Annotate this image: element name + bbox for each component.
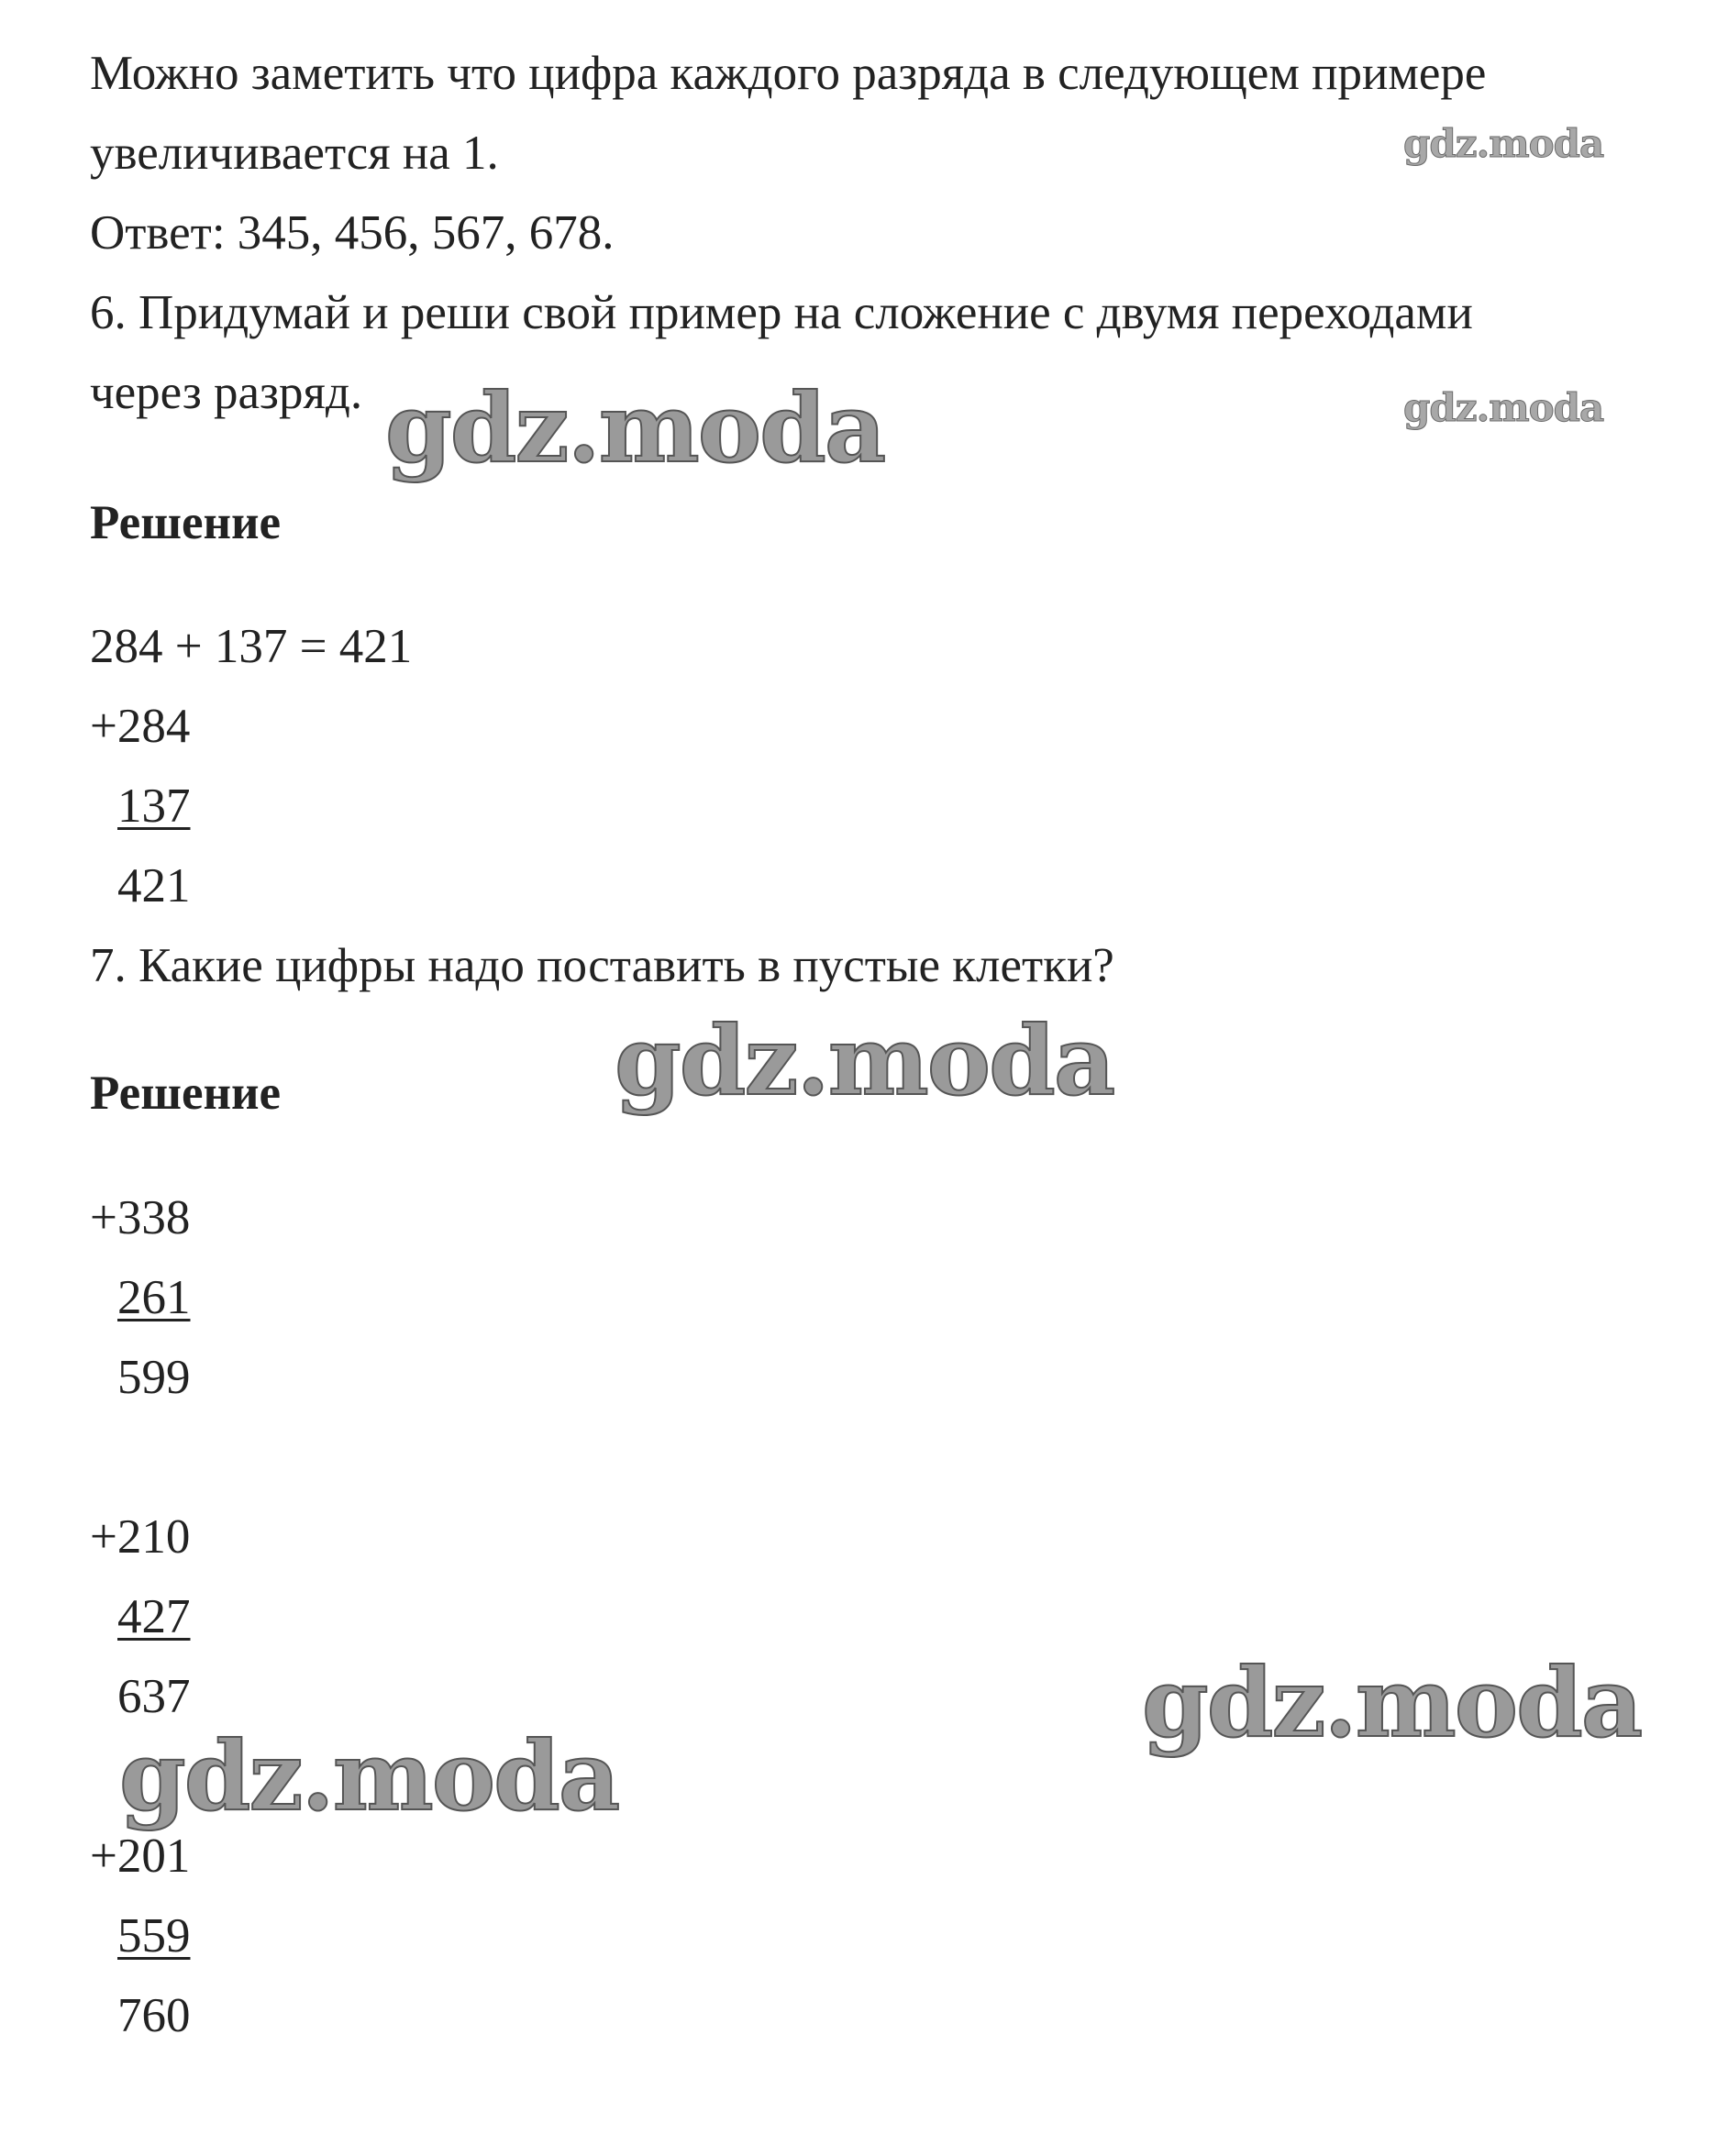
addend-2: 427 xyxy=(117,1590,191,1643)
sum: 637 xyxy=(117,1670,191,1723)
addend-1: +210 xyxy=(90,1510,191,1564)
sum: 760 xyxy=(117,1989,191,2042)
addend-1: +338 xyxy=(90,1191,191,1244)
task-7-heading: 7. Какие цифры надо поставить в пустые клетки? xyxy=(90,939,1114,992)
watermark: gdz.moda xyxy=(1403,121,1604,166)
text-line: увеличивается на 1. xyxy=(90,127,499,180)
sum: 599 xyxy=(117,1351,191,1404)
addend-1: +284 xyxy=(90,700,191,753)
answer-line: Ответ: 345, 456, 567, 678. xyxy=(90,206,615,260)
text-line: через разряд. xyxy=(90,366,363,419)
sum: 421 xyxy=(117,859,191,912)
watermark: gdz.moda xyxy=(1142,1646,1642,1759)
watermark: gdz.moda xyxy=(615,1004,1114,1117)
addend-1: +201 xyxy=(90,1830,191,1883)
addend-2: 137 xyxy=(117,779,191,833)
task-6-heading: 6. Придумай и реши свой пример на сложение с двумя переходами xyxy=(90,286,1473,339)
solution-heading: Решение xyxy=(90,496,282,549)
watermark: gdz.moda xyxy=(1403,385,1604,430)
addend-2: 559 xyxy=(117,1909,191,1963)
watermark: gdz.moda xyxy=(119,1719,619,1832)
equation: 284 + 137 = 421 xyxy=(90,620,413,673)
solution-heading: Решение xyxy=(90,1067,282,1120)
addend-2: 261 xyxy=(117,1271,191,1324)
text-line: Можно заметить что цифра каждого разряда в следующем примере xyxy=(90,47,1487,100)
watermark: gdz.moda xyxy=(385,371,885,484)
